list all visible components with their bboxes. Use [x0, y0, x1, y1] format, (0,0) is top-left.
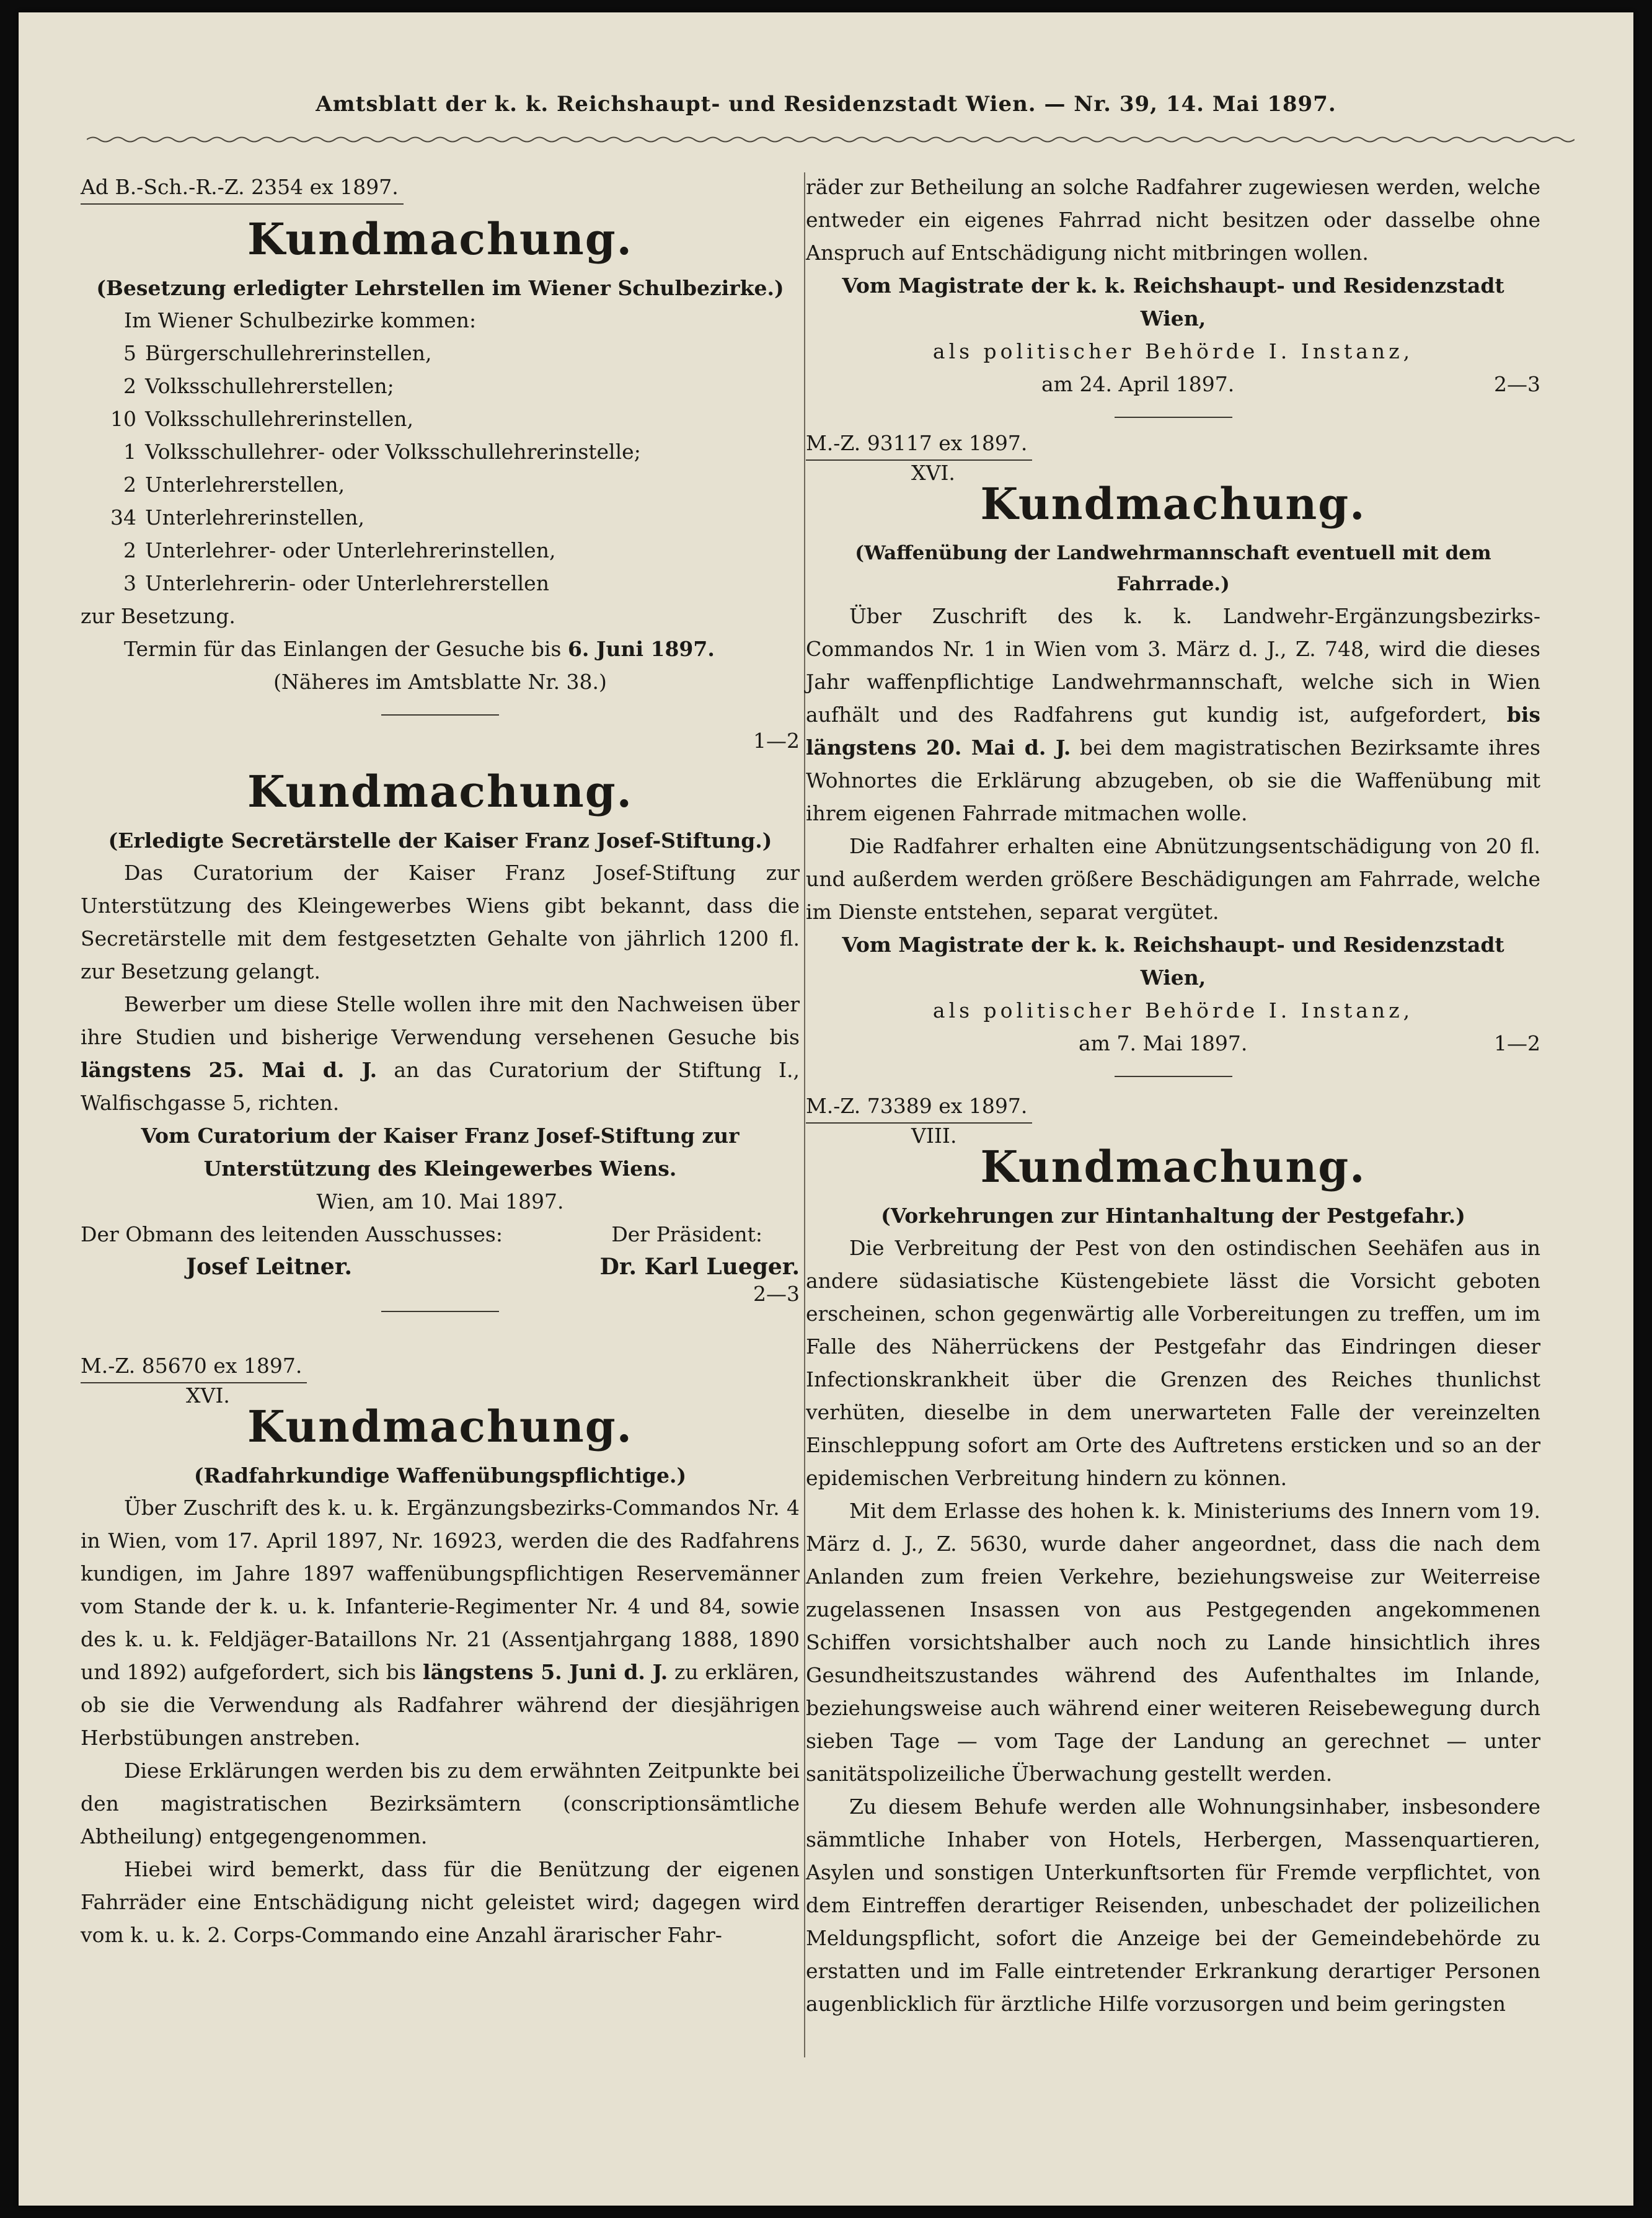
- issuer-signature: Vom Magistrate der k. k. Reichshaupt- und Residenzstadt Wien,: [842, 273, 1504, 330]
- paragraph: Die Radfahrer erhalten eine Abnützungsentschädigung von 20 fl. und außerdem werden größere Beschädigungen am Fahrrade, welche im Dienste entstehen, separat vergütet.: [806, 834, 1540, 924]
- section-rule: [1115, 417, 1232, 418]
- place-date: Wien, am 10. Mai 1897.: [316, 1189, 564, 1213]
- issue-count: 2—3: [753, 1282, 800, 1306]
- notice-title: Kundmachung.: [980, 1141, 1366, 1192]
- list-item: 2 Volksschullehrerstellen;: [123, 374, 394, 398]
- column-divider: [804, 172, 805, 2057]
- notice-title: Kundmachung.: [980, 478, 1366, 530]
- department-number: XVI.: [186, 1383, 230, 1408]
- issue-count: 1—2: [753, 729, 800, 753]
- paragraph: Das Curatorium der Kaiser Franz Josef-Stiftung zur Unterstützung des Kleingewerbes Wiens gibt bekannt, dass die Secretärstelle mit dem festgesetzten Gehalte von jährlich 1200 fl. zur Besetzung gelangt.: [81, 861, 800, 983]
- name-president: Dr. Karl Lueger.: [599, 1254, 800, 1280]
- notice-subtitle: (Waffenübung der Landwehrmannschaft eventuell mit dem Fahrrade.): [855, 542, 1491, 595]
- reference-number: M.-Z. 93117 ex 1897.: [806, 427, 1032, 461]
- right-column: [806, 171, 1540, 2020]
- issuer-signature: Vom Magistrate der k. k. Reichshaupt- und Residenzstadt Wien,: [842, 933, 1504, 990]
- note-text: (Näheres im Amtsblatte Nr. 38.): [273, 670, 607, 694]
- notice-title: Kundmachung.: [247, 1401, 634, 1452]
- reference-number: Ad B.-Sch.-R.-Z. 2354 ex 1897.: [81, 171, 404, 205]
- reference-number: M.-Z. 85670 ex 1897.: [81, 1349, 307, 1383]
- newspaper-page: [19, 12, 1633, 2206]
- list-item: 34 Unterlehrerinstellen,: [110, 505, 364, 530]
- role-chairman: Der Obmann des leitenden Ausschusses:: [81, 1222, 503, 1246]
- notice-subtitle: (Radfahrkundige Waffenübungspflichtige.): [193, 1463, 687, 1488]
- post-list: [81, 337, 800, 600]
- deadline-line: Termin für das Einlangen der Gesuche bis 6. Juni 1897.: [124, 637, 715, 661]
- list-item: 2 Unterlehrer- oder Unterlehrerinstellen,: [123, 538, 556, 562]
- notice-date: am 24. April 1897.: [1041, 372, 1235, 396]
- paragraph: Über Zuschrift des k. k. Landwehr-Ergänzungsbezirks-Commandos Nr. 1 in Wien vom 3. März d. J., Z. 748, wird die dieses Jahr waffenpflichtige Landwehrmannschaft, welche sich in Wien aufhält und des Radfahrens gut kundig ist, aufgefordert, bis längstens 20. Mai d. J. bei dem magistratischen Bezirksamte ihres Wohnortes die Erklärung abzugeben, ob sie die Waffenübung mit ihrem eigenen Fahrrade mitmachen wolle.: [806, 604, 1540, 825]
- signatory-names: [81, 1251, 800, 1284]
- notice-subtitle: (Erledigte Secretärstelle der Kaiser Franz Josef-Stiftung.): [108, 828, 772, 853]
- issuer-authority: als politischer Behörde I. Instanz,: [932, 339, 1414, 363]
- intro-text: Im Wiener Schulbezirke kommen:: [124, 308, 477, 332]
- list-item: 1 Volksschullehrer- oder Volksschullehrerinstelle;: [123, 440, 641, 464]
- paragraph: Mit dem Erlasse des hohen k. k. Ministeriums des Innern vom 19. März d. J., Z. 5630, wurde daher angeordnet, dass die nach dem Anlanden zum freien Verkehre, beziehungsweise zur Weiterreise zugelassenen Insassen von aus Pestgegenden angekommenen Schiffen vorsichtshalber auch noch zu Lande hinsichtlich ihres Gesundheitszustandes während des Aufenthaltes im Inlande, beziehungsweise auch während einer weiteren Reisebewegung durch sieben Tage — vom Tage der Landung an gerechnet — unter sanitätspolizeiliche Überwachung gestellt werden.: [806, 1499, 1540, 1786]
- notice-subtitle: (Besetzung erledigter Lehrstellen im Wiener Schulbezirke.): [96, 276, 784, 300]
- notice-title: Kundmachung.: [247, 766, 634, 817]
- notice-teaching-posts: [81, 171, 800, 757]
- signatory-roles: [81, 1218, 800, 1251]
- paragraph: Über Zuschrift des k. u. k. Ergänzungsbezirks-Commandos Nr. 4 in Wien, vom 17. April 1897, Nr. 16923, werden die des Radfahrens kundigen, im Jahre 1897 waffenübungspflichtigen Reservemänner vom Stande der k. u. k. Infanterie-Regimenter Nr. 4 und 84, sowie des k. u. k. Feldjäger-Bataillons Nr. 21 (Assentjahrgang 1888, 1890 und 1892) aufgefordert, sich bis längstens 5. Juni d. J. zu erklären, ob sie die Verwendung als Radfahrer während der diesjährigen Herbstübungen anstreben.: [81, 1496, 800, 1750]
- notice-date: am 7. Mai 1897.: [1079, 1031, 1248, 1055]
- notice-secretary-post: [81, 761, 800, 1312]
- issuer-signature: Vom Curatorium der Kaiser Franz Josef-Stiftung zur Unterstützung des Kleingewerbes Wiens.: [141, 1124, 740, 1181]
- department-number: XVI.: [911, 461, 955, 485]
- section-rule: [381, 1311, 499, 1312]
- paragraph: Die Verbreitung der Pest von den ostindischen Seehäfen aus in andere südasiatische Küstengebiete lässt die Vorsicht geboten erscheinen, schon gegenwärtig alle Vorbereitungen zu treffen, um im Falle des Näherrückens der Pestgefahr das Eindringen dieser Infectionskrankheit über die Grenzen des Reiches thunlichst verhüten, dieselbe in dem unerwarteten Falle der vereinzelten Einschleppung sofort am Orte des Auftretens ersticken und so an der epidemischen Verbreitung hindern zu können.: [806, 1236, 1540, 1490]
- paragraph: Diese Erklärungen werden bis zu dem erwähnten Zeitpunkte bei den magistratischen Bezirksämtern (conscriptionsämtliche Abtheilung) entgegengenommen.: [81, 1759, 800, 1848]
- paragraph: räder zur Betheilung an solche Radfahrer zugewiesen werden, welche entweder ein eigenes Fahrrad nicht besitzen oder dasselbe ohne Anspruch auf Entschädigung nicht mitbringen wollen.: [806, 175, 1540, 265]
- running-header: Amtsblatt der k. k. Reichshaupt- und Residenzstadt Wien. — Nr. 39, 14. Mai 1897.: [316, 92, 1336, 117]
- notice-subtitle: (Vorkehrungen zur Hintanhaltung der Pestgefahr.): [881, 1204, 1465, 1228]
- notice-plague-prevention: [806, 1089, 1540, 2020]
- paragraph: Bewerber um diese Stelle wollen ihre mit den Nachweisen über ihre Studien und bisherige Verwendung versehenen Gesuche bis längstens 25. Mai d. J. an das Curatorium der Stiftung I., Walfischgasse 5, richten.: [81, 992, 800, 1115]
- name-chairman: Josef Leitner.: [186, 1254, 353, 1280]
- list-item: 5 Bürgerschullehrerinstellen,: [123, 341, 432, 365]
- list-item: 2 Unterlehrerstellen,: [123, 472, 345, 497]
- deadline-date: 6. Juni 1897.: [567, 637, 715, 661]
- header-wavy-rule: [87, 135, 1575, 144]
- outro-text: zur Besetzung.: [81, 604, 236, 628]
- section-rule: [1115, 1076, 1232, 1077]
- date-line: [806, 368, 1540, 401]
- list-item: 3 Unterlehrerin- oder Unterlehrerstellen: [123, 571, 549, 595]
- notice-landwehr-exercise: [806, 427, 1540, 1077]
- section-rule: [381, 714, 499, 716]
- issue-count: 1—2: [1494, 1031, 1540, 1055]
- notice-title: Kundmachung.: [247, 213, 634, 265]
- issue-count: 2—3: [1494, 372, 1540, 396]
- notice-cyclist-reservists: [81, 1349, 800, 1951]
- notice-continuation: [806, 171, 1540, 418]
- paragraph: Zu diesem Behufe werden alle Wohnungsinhaber, insbesondere sämmtliche Inhaber von Hotels, Herbergen, Massenquartieren, Asylen und sonstigen Unterkunftsorten für Fremde verpflichtet, von dem Eintreffen derartiger Reisenden, unbeschadet der polizeilichen Meldungspflicht, sofort die Anzeige bei der Gemeindebehörde zu erstatten und im Falle eintretender Erkrankung derartiger Personen augenblicklich für ärztliche Hilfe vorzusorgen und beim geringsten: [806, 1794, 1540, 2016]
- left-column: [81, 171, 800, 1951]
- department-number: VIII.: [911, 1124, 957, 1148]
- role-president: Der Präsident:: [611, 1222, 762, 1246]
- issuer-authority: als politischer Behörde I. Instanz,: [932, 998, 1414, 1022]
- date-line: [806, 1027, 1540, 1060]
- reference-number: M.-Z. 73389 ex 1897.: [806, 1089, 1032, 1124]
- list-item: 10 Volksschullehrerinstellen,: [110, 407, 413, 431]
- paragraph: Hiebei wird bemerkt, dass für die Benützung der eigenen Fahrräder eine Entschädigung nicht geleistet wird; dagegen wird vom k. u. k. 2. Corps-Commando eine Anzahl ärarischer Fahr-: [81, 1857, 800, 1947]
